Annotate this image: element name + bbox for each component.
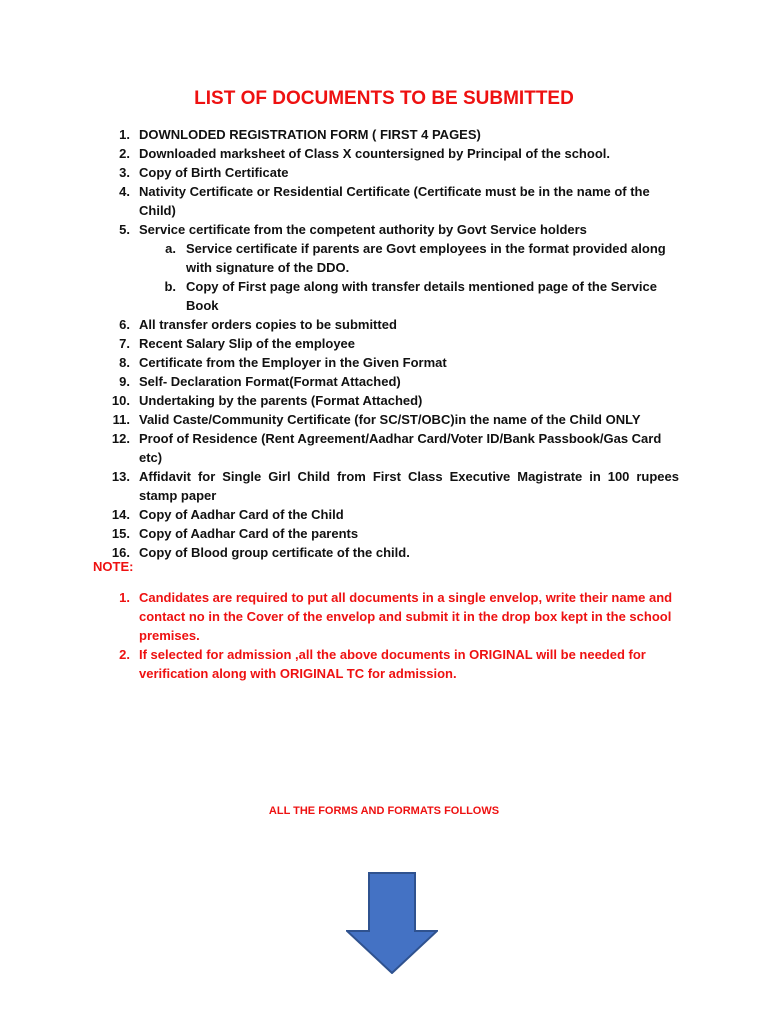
item-number: 2. <box>119 146 130 161</box>
list-item <box>0 429 679 467</box>
note-text: If selected for admission ,all the above documents in ORIGINAL will be needed for verification along with ORIGINAL TC for admission. <box>139 647 646 681</box>
item-text: Copy of Aadhar Card of the Child <box>139 507 344 522</box>
item-text: Undertaking by the parents (Format Attached) <box>139 393 423 408</box>
item-text: Copy of Aadhar Card of the parents <box>139 526 359 541</box>
item-text: DOWNLODED REGISTRATION FORM ( FIRST 4 PAGES) <box>139 127 481 142</box>
note-item <box>0 645 679 683</box>
list-item <box>0 220 679 239</box>
note-text: Candidates are required to put all documents in a single envelop, write their name and contact no in the Cover of the envelop and submit it in the drop box kept in the school premises. <box>139 590 673 643</box>
item-number: 5. <box>119 222 130 237</box>
item-number: 16. <box>111 545 130 560</box>
item-text: Copy of Blood group certificate of the child. <box>139 545 410 560</box>
item-number: 8. <box>119 355 130 370</box>
list-item <box>0 410 679 429</box>
list-item <box>0 505 679 524</box>
list-item <box>0 125 679 144</box>
item-number: 14. <box>111 507 130 522</box>
list-item <box>0 315 679 334</box>
list-item <box>0 163 679 182</box>
documents-list <box>0 125 768 562</box>
item-text: Downloaded marksheet of Class X countersigned by Principal of the school. <box>139 146 610 161</box>
item-number: 3. <box>119 165 130 180</box>
list-item <box>0 524 679 543</box>
list-item <box>0 182 679 220</box>
item-number: 1. <box>119 127 130 142</box>
list-item <box>0 391 679 410</box>
list-item <box>0 334 679 353</box>
item-text: Service certificate from the competent authority by Govt Service holders <box>139 222 587 237</box>
list-item <box>0 144 679 163</box>
note-number: 1. <box>119 590 130 605</box>
item-text: Affidavit for Single Girl Child from First Class Executive Magistrate in 100 rupees stamp paper <box>139 469 679 503</box>
sub-item-letter: a. <box>165 241 176 256</box>
item-number: 6. <box>119 317 130 332</box>
page-title: LIST OF DOCUMENTS TO BE SUBMITTED <box>194 88 574 109</box>
item-number: 9. <box>119 374 130 389</box>
sub-item-text: Copy of First page along with transfer details mentioned page of the Service Book <box>186 279 657 313</box>
item-text: Recent Salary Slip of the employee <box>139 336 356 351</box>
item-number: 12. <box>111 431 130 446</box>
item-text: Copy of Birth Certificate <box>139 165 289 180</box>
item-text: Certificate from the Employer in the Given Format <box>139 355 447 370</box>
notes-list <box>0 588 768 683</box>
list-item <box>0 353 679 372</box>
note-item <box>0 588 679 645</box>
item-text: Self- Declaration Format(Format Attached) <box>139 374 401 389</box>
item-text: All transfer orders copies to be submitted <box>139 317 397 332</box>
item-number: 13. <box>111 469 130 484</box>
item-number: 15. <box>111 526 130 541</box>
down-arrow-icon <box>346 872 438 974</box>
item-number: 4. <box>119 184 130 199</box>
item-text: Proof of Residence (Rent Agreement/Aadhar Card/Voter ID/Bank Passbook/Gas Card etc) <box>139 431 662 465</box>
item-number: 11. <box>112 412 130 427</box>
sub-list-item <box>0 239 678 277</box>
arrow-shape <box>347 873 437 973</box>
item-number: 7. <box>119 336 130 351</box>
note-label: NOTE: <box>93 559 134 574</box>
item-text: Valid Caste/Community Certificate (for SC/ST/OBC)in the name of the Child ONLY <box>139 412 641 427</box>
item-text: Nativity Certificate or Residential Certificate (Certificate must be in the name of the Child) <box>139 184 650 218</box>
item-number: 10. <box>111 393 130 408</box>
forms-follow-text: ALL THE FORMS AND FORMATS FOLLOWS <box>268 805 500 817</box>
sub-list-item <box>0 277 678 315</box>
list-item <box>0 467 679 505</box>
sub-item-letter: b. <box>164 279 176 294</box>
list-item <box>0 372 679 391</box>
sub-item-text: Service certificate if parents are Govt employees in the format provided along with signature of the DDO. <box>186 241 666 275</box>
note-number: 2. <box>119 647 130 662</box>
